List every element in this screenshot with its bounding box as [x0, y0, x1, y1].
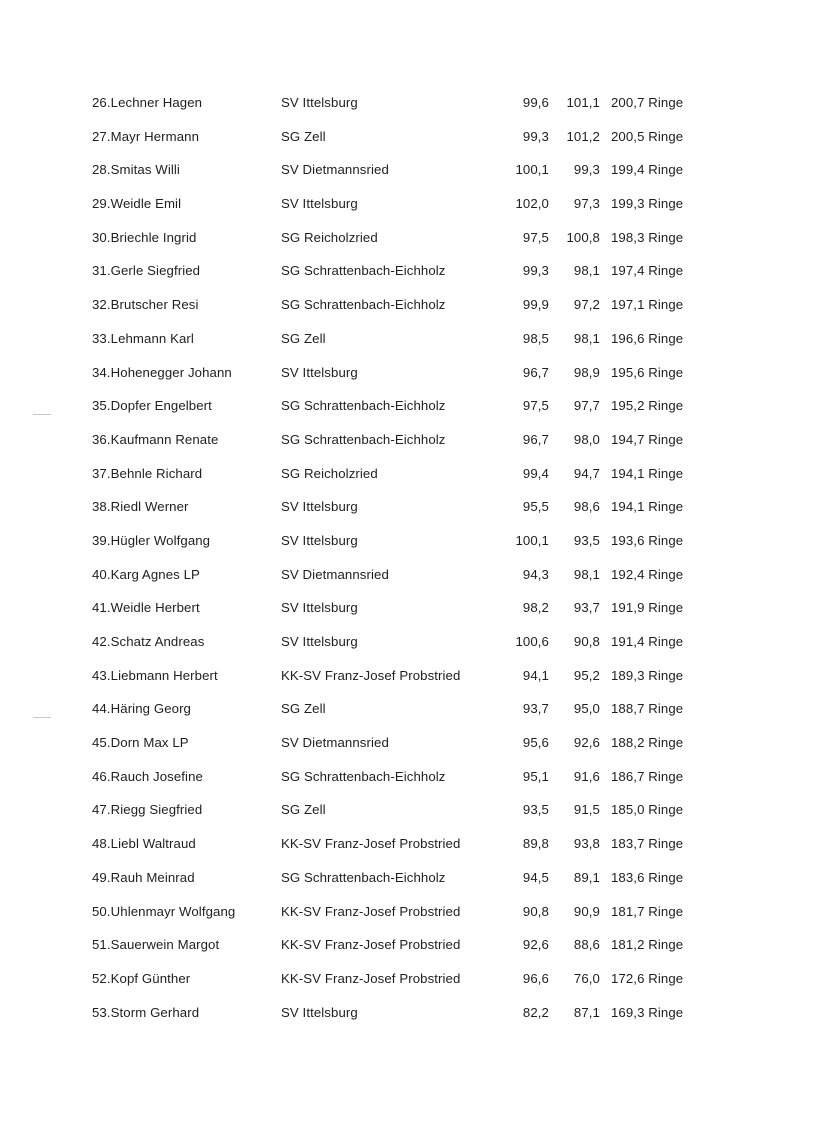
table-row: [0, 598, 819, 632]
total-score: 183,6 Ringe: [611, 869, 684, 885]
table-row: [0, 800, 819, 834]
series-1-score: 100,1: [515, 162, 549, 178]
table-row: [0, 261, 819, 295]
club-name: SG Schrattenbach-Eichholz: [281, 869, 446, 885]
series-1-score: 95,1: [522, 768, 549, 784]
shooter-name: 42.Schatz Andreas: [92, 634, 205, 649]
series-1-score: 100,1: [515, 532, 549, 548]
series-1-score: 89,8: [522, 836, 549, 852]
club-name: SV Ittelsburg: [281, 196, 358, 212]
table-row: [0, 228, 819, 262]
series-2-score: 98,6: [573, 499, 600, 515]
total-score: 185,0 Ringe: [611, 802, 684, 818]
series-2-score: 76,0: [573, 970, 600, 986]
club-name: SG Schrattenbach-Eichholz: [281, 431, 446, 447]
shooter-name: 37.Behnle Richard: [92, 465, 203, 481]
table-row: [0, 935, 819, 969]
series-2-score: 97,2: [573, 297, 600, 313]
series-2-score: 101,1: [566, 95, 600, 110]
club-name: SG Reicholzried: [281, 229, 378, 245]
total-score: 181,2 Ringe: [611, 937, 684, 953]
series-1-score: 98,2: [522, 600, 549, 616]
shooter-name: 29.Weidle Emil: [92, 196, 182, 212]
shooter-name: 47.Riegg Siegfried: [92, 802, 203, 818]
series-2-score: 97,7: [573, 398, 600, 414]
series-1-score: 97,5: [522, 229, 549, 245]
series-1-score: 94,1: [522, 667, 549, 683]
total-score: 183,7 Ringe: [611, 836, 684, 852]
total-score: 189,3 Ringe: [611, 667, 684, 683]
series-1-score: 94,3: [522, 566, 549, 582]
shooter-name: 28.Smitas Willi: [92, 162, 180, 178]
club-name: KK-SV Franz-Josef Probstried: [281, 937, 461, 953]
total-score: 191,9 Ringe: [611, 600, 684, 616]
shooter-name: 46.Rauch Josefine: [92, 768, 203, 784]
table-row: [0, 295, 819, 329]
series-1-score: 92,6: [522, 937, 549, 953]
shooter-name: 30.Briechle Ingrid: [92, 229, 197, 245]
table-row: [0, 531, 819, 565]
series-1-score: 96,7: [522, 431, 549, 447]
table-row: [0, 497, 819, 531]
series-2-score: 91,5: [573, 802, 600, 818]
series-1-score: 93,7: [522, 701, 549, 717]
club-name: KK-SV Franz-Josef Probstried: [281, 903, 461, 919]
total-score: 198,3 Ringe: [611, 229, 684, 245]
series-2-score: 93,5: [573, 532, 600, 548]
total-score: 172,6 Ringe: [611, 970, 684, 986]
series-2-score: 98,9: [573, 364, 600, 380]
club-name: SV Ittelsburg: [281, 634, 358, 649]
series-1-score: 95,6: [522, 735, 549, 751]
club-name: SV Dietmannsried: [281, 735, 389, 751]
table-row: [0, 1003, 819, 1037]
club-name: SG Schrattenbach-Eichholz: [281, 398, 446, 414]
series-2-score: 95,2: [573, 667, 600, 683]
series-1-score: 99,9: [522, 297, 549, 313]
series-2-score: 88,6: [573, 937, 600, 953]
shooter-name: 34.Hohenegger Johann: [92, 364, 232, 380]
club-name: SV Ittelsburg: [281, 532, 358, 548]
series-1-score: 93,5: [522, 802, 549, 818]
club-name: SG Zell: [281, 128, 326, 144]
shooter-name: 52.Kopf Günther: [92, 970, 191, 986]
total-score: 194,7 Ringe: [611, 431, 684, 447]
club-name: SV Dietmannsried: [281, 162, 389, 178]
table-row: [0, 666, 819, 700]
total-score: 195,2 Ringe: [611, 398, 684, 414]
results-table: [0, 93, 819, 1036]
table-row: [0, 93, 819, 127]
series-2-score: 94,7: [573, 465, 600, 481]
table-row: [0, 632, 819, 666]
total-score: 197,1 Ringe: [611, 297, 684, 313]
total-score: 192,4 Ringe: [611, 566, 684, 582]
total-score: 199,3 Ringe: [611, 196, 684, 212]
series-1-score: 99,4: [522, 465, 549, 481]
series-2-score: 98,1: [573, 330, 600, 346]
series-2-score: 99,3: [573, 162, 600, 178]
table-row: [0, 160, 819, 194]
club-name: KK-SV Franz-Josef Probstried: [281, 667, 461, 683]
series-1-score: 98,5: [522, 330, 549, 346]
series-2-score: 95,0: [573, 701, 600, 717]
club-name: SG Reicholzried: [281, 465, 378, 481]
table-row: [0, 699, 819, 733]
total-score: 200,5 Ringe: [611, 128, 684, 144]
total-score: 197,4 Ringe: [611, 263, 684, 279]
series-2-score: 91,6: [573, 768, 600, 784]
series-2-score: 90,8: [573, 634, 600, 649]
total-score: 186,7 Ringe: [611, 768, 684, 784]
series-1-score: 90,8: [522, 903, 549, 919]
total-score: 196,6 Ringe: [611, 330, 684, 346]
total-score: 193,6 Ringe: [611, 532, 684, 548]
club-name: SG Zell: [281, 330, 326, 346]
series-2-score: 92,6: [573, 735, 600, 751]
table-row: [0, 430, 819, 464]
table-row: [0, 363, 819, 397]
table-row: [0, 464, 819, 498]
total-score: 188,2 Ringe: [611, 735, 684, 751]
total-score: 199,4 Ringe: [611, 162, 684, 178]
shooter-name: 33.Lehmann Karl: [92, 330, 194, 346]
table-row: [0, 565, 819, 599]
club-name: SG Schrattenbach-Eichholz: [281, 297, 446, 313]
total-score: 181,7 Ringe: [611, 903, 684, 919]
club-name: SV Ittelsburg: [281, 1004, 358, 1020]
table-row: [0, 396, 819, 430]
table-row: [0, 767, 819, 801]
club-name: SV Ittelsburg: [281, 499, 358, 515]
series-1-score: 100,6: [515, 634, 549, 649]
shooter-name: 51.Sauerwein Margot: [92, 937, 220, 953]
series-1-score: 99,6: [522, 95, 549, 110]
total-score: 200,7 Ringe: [611, 95, 684, 110]
series-2-score: 93,7: [573, 600, 600, 616]
table-row: [0, 733, 819, 767]
club-name: KK-SV Franz-Josef Probstried: [281, 836, 461, 852]
table-row: [0, 329, 819, 363]
club-name: SG Zell: [281, 802, 326, 818]
table-row: [0, 194, 819, 228]
shooter-name: 38.Riedl Werner: [92, 499, 189, 515]
club-name: SG Schrattenbach-Eichholz: [281, 768, 446, 784]
table-row: [0, 127, 819, 161]
shooter-name: 26.Lechner Hagen: [92, 95, 203, 110]
club-name: KK-SV Franz-Josef Probstried: [281, 970, 461, 986]
shooter-name: 43.Liebmann Herbert: [92, 667, 218, 683]
series-1-score: 96,6: [522, 970, 549, 986]
shooter-name: 27.Mayr Hermann: [92, 128, 200, 144]
shooter-name: 48.Liebl Waltraud: [92, 836, 196, 852]
series-2-score: 97,3: [573, 196, 600, 212]
series-2-score: 90,9: [573, 903, 600, 919]
series-2-score: 98,0: [573, 431, 600, 447]
series-2-score: 93,8: [573, 836, 600, 852]
shooter-name: 50.Uhlenmayr Wolfgang: [92, 903, 236, 919]
series-2-score: 101,2: [566, 128, 600, 144]
shooter-name: 36.Kaufmann Renate: [92, 431, 219, 447]
shooter-name: 32.Brutscher Resi: [92, 297, 199, 313]
total-score: 194,1 Ringe: [611, 499, 684, 515]
shooter-name: 39.Hügler Wolfgang: [92, 532, 211, 548]
series-1-score: 99,3: [522, 128, 549, 144]
series-2-score: 100,8: [566, 229, 600, 245]
club-name: SV Dietmannsried: [281, 566, 389, 582]
total-score: 169,3 Ringe: [611, 1004, 684, 1020]
series-2-score: 87,1: [573, 1004, 600, 1020]
table-row: [0, 969, 819, 1003]
series-1-score: 95,5: [522, 499, 549, 515]
table-row: [0, 902, 819, 936]
total-score: 195,6 Ringe: [611, 364, 684, 380]
total-score: 194,1 Ringe: [611, 465, 684, 481]
shooter-name: 45.Dorn Max LP: [92, 735, 189, 751]
series-2-score: 98,1: [573, 263, 600, 279]
club-name: SV Ittelsburg: [281, 95, 358, 110]
club-name: SV Ittelsburg: [281, 600, 358, 616]
club-name: SG Zell: [281, 701, 326, 717]
series-1-score: 102,0: [515, 196, 549, 212]
shooter-name: 53.Storm Gerhard: [92, 1004, 200, 1020]
series-1-score: 97,5: [522, 398, 549, 414]
series-1-score: 96,7: [522, 364, 549, 380]
series-1-score: 94,5: [522, 869, 549, 885]
club-name: SG Schrattenbach-Eichholz: [281, 263, 446, 279]
shooter-name: 44.Häring Georg: [92, 701, 191, 717]
series-2-score: 89,1: [573, 869, 600, 885]
shooter-name: 41.Weidle Herbert: [92, 600, 200, 616]
club-name: SV Ittelsburg: [281, 364, 358, 380]
table-row: [0, 868, 819, 902]
series-2-score: 98,1: [573, 566, 600, 582]
series-1-score: 99,3: [522, 263, 549, 279]
total-score: 191,4 Ringe: [611, 634, 684, 649]
shooter-name: 49.Rauh Meinrad: [92, 869, 195, 885]
shooter-name: 40.Karg Agnes LP: [92, 566, 200, 582]
shooter-name: 31.Gerle Siegfried: [92, 263, 201, 279]
shooter-name: 35.Dopfer Engelbert: [92, 398, 212, 414]
total-score: 188,7 Ringe: [611, 701, 684, 717]
series-1-score: 82,2: [522, 1004, 549, 1020]
table-row: [0, 834, 819, 868]
